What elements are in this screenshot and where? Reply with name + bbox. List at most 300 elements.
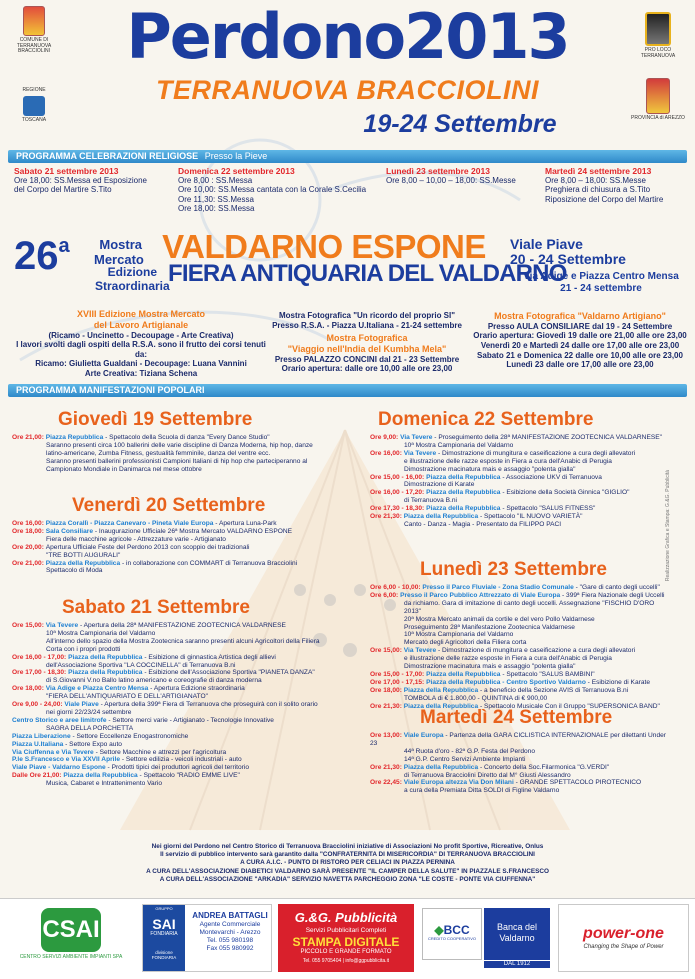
religious-line: Ore 10,00: SS.Messa cantata con la Corale S.Cecilia bbox=[178, 185, 367, 195]
event-time: Ore 16,00 - 17,00: bbox=[12, 653, 69, 661]
event-line bbox=[12, 552, 342, 560]
exhibit-line: Lunedì 23 dalle ore 17,00 alle ore 23,00 bbox=[506, 360, 654, 370]
sai-agent-fax: Fax 055 980992 bbox=[206, 945, 254, 953]
religious-martedi bbox=[545, 166, 690, 204]
event-text: - Apertura della 399ª Fiera di Terranuova che proseguirà con il solito orario bbox=[98, 701, 318, 709]
event-text: Musica, Cabaret e Intrattenimento Vario bbox=[46, 780, 163, 788]
event-line bbox=[370, 787, 666, 795]
expo-mercato: Mercato bbox=[94, 251, 144, 267]
exhibit-title: Mostra Fotografica bbox=[278, 311, 351, 320]
event-line bbox=[12, 458, 342, 466]
event-time: Ore 18,00: bbox=[370, 686, 404, 694]
event-text: - Dimostrazione di mungitura e caseificazione a cura degli allevatori bbox=[436, 647, 636, 655]
events-sabato bbox=[12, 622, 342, 788]
religious-sabato-title: Sabato 21 settembre 2013 bbox=[14, 166, 119, 176]
graphic-credit: Realizzazione Grafica e Stampa: G.&G. Pubblicità bbox=[665, 470, 671, 582]
event-line bbox=[370, 450, 666, 458]
event-text: - Partenza della GARA CICLISTICA INTERNAZIONALE per dilettanti Under 23 bbox=[370, 732, 667, 747]
event-place: Piazza della Repubblica bbox=[426, 473, 501, 481]
event-text: - Associazione UKV di Terranuova bbox=[500, 473, 602, 481]
sai-agent-address: Montevarchi - Arezzo bbox=[199, 929, 261, 937]
event-text: 10ª Mostra Campionaria del Valdarno bbox=[404, 631, 514, 639]
event-text: da richiamo. Gara di imitazione di canto degli uccelli. Assegnazione "FISCHIO D'ORO 2013" bbox=[404, 599, 655, 615]
sai-agent-tel: Tel. 055 980198 bbox=[206, 937, 254, 945]
event-place: Via Tevere bbox=[45, 622, 79, 629]
csai-subtitle: CENTRO SERVIZI AMBIENTE IMPIANTI SPA bbox=[19, 954, 123, 960]
event-dates: 19-24 Settembre bbox=[363, 110, 557, 138]
religious-line: Ore 18,00: SS.Messa ed Esposizione bbox=[14, 176, 147, 186]
event-time: Ore 15,00 - 16,00: bbox=[370, 473, 427, 481]
fiera-antiquaria-title: FIERA ANTIQUARIA DEL VALDARNO bbox=[168, 260, 567, 287]
exhibit-title: XVIII Edizione Mostra Mercato bbox=[76, 309, 206, 319]
events-domenica bbox=[370, 434, 666, 529]
event-text: SAGRA DELLA PORCHETTA bbox=[46, 724, 134, 732]
event-text: Mercato degli Agricoltori della Filiera corta bbox=[404, 639, 527, 647]
event-text: Fiera delle macchine agricole - Attrezzature varie - Artigianato bbox=[46, 535, 226, 543]
event-time: Ore 15,00: bbox=[12, 622, 46, 629]
event-line bbox=[370, 772, 666, 780]
event-line bbox=[370, 592, 666, 600]
event-line bbox=[370, 655, 666, 663]
event-line bbox=[12, 725, 342, 733]
event-text: All'interno dello spazio della Mostra Zootecnica saranno presenti alcuni Agricoltori della Filiera bbox=[46, 637, 320, 645]
event-line bbox=[370, 639, 666, 647]
regione-toscana-logo bbox=[8, 88, 60, 123]
expo-straordinaria: Straordinaria bbox=[95, 278, 170, 293]
event-line bbox=[12, 630, 342, 638]
event-place: Viale Piave - Valdarno Espone bbox=[12, 764, 106, 772]
event-line bbox=[12, 434, 342, 442]
banca-valdarno-box bbox=[484, 908, 550, 960]
power-one-slogan: Changing the Shape of Power bbox=[583, 943, 664, 950]
event-text: - Apertura della 28ª MANIFESTAZIONE ZOOTECNICA VALDARNESE bbox=[78, 622, 286, 629]
event-line bbox=[12, 622, 342, 630]
event-time: Ore 17,30 - 18,30: bbox=[370, 505, 427, 513]
event-place: Presso il Parco Fluviale - Zona Stadio Comunale bbox=[422, 584, 574, 591]
event-place: Piazza Corallì - Piazza Canevaro - Pineta Viale Europa bbox=[45, 520, 214, 527]
exhibit-line: I lavori svolti dagli ospiti della R.S.A. sono il frutto dei corsi tenuti da: bbox=[16, 340, 266, 359]
event-line bbox=[370, 687, 666, 695]
event-text: - Settore Macchine e attrezzi per l'agricoltura bbox=[93, 748, 227, 756]
event-line bbox=[370, 663, 666, 671]
religious-domenica-title: Domenica 22 settembre 2013 bbox=[178, 166, 295, 176]
event-line bbox=[370, 497, 666, 505]
event-time: Ore 16,00: bbox=[370, 449, 404, 457]
footer-line: A CURA DELL'ASSOCIAZIONE "ARKADIA" SERVIZIO NAVETTA PARCHEGGIO ZONA "LE COSTE - PONTE VIA CIUFFENNA" bbox=[159, 875, 536, 883]
event-text: - Spettacolo della Scuola di danza "Every Dance Studio" bbox=[103, 434, 270, 441]
gg-contact: Tel. 055 9705404 | info@ggpubblicita.it bbox=[302, 958, 390, 965]
religious-line: Ore 8,00 : SS.Messa bbox=[178, 176, 253, 186]
exhibit-line: (Ricamo - Uncinetto - Decoupage - Arte Creativa) bbox=[48, 330, 234, 340]
via-adige-info bbox=[510, 271, 692, 295]
event-text: latino-americane, Zumba Fitness, gestualità femminile, danza del ventre ecc. bbox=[46, 449, 271, 457]
event-line bbox=[12, 450, 342, 458]
event-text: - Spettacolo "SALUS FITNESS" bbox=[500, 505, 596, 513]
event-text: 10ª Mostra Campionaria del Valdarno bbox=[46, 629, 156, 637]
bcc-mark: BCC bbox=[443, 923, 470, 937]
footer-line: Il servizio di pubblico intervento sarà garantito dalla "CONFRATERNITA DI MISERICORDIA" DI TERRANUOVA BRACCIOLINI bbox=[160, 851, 535, 859]
event-line bbox=[370, 779, 666, 787]
event-text: - 399ª Fiera Nazionale degli Uccelli bbox=[560, 591, 665, 599]
event-line bbox=[12, 780, 342, 788]
event-line bbox=[12, 646, 342, 654]
event-line bbox=[370, 466, 666, 474]
exhibit-line: Sabato 21 e Domenica 22 dalle ore 10,00 alle ore 23,00 bbox=[477, 350, 683, 360]
event-line bbox=[12, 560, 342, 568]
event-place: Piazza della Repubblica bbox=[403, 763, 479, 771]
expo-edizione-straordinaria bbox=[95, 265, 170, 294]
event-line bbox=[370, 624, 666, 632]
day-title-giovedi: Giovedì 19 Settembre bbox=[58, 409, 253, 430]
religious-line: Ore 11,30: SS.Messa bbox=[178, 194, 254, 204]
event-text: Saranno presenti circa 100 ballerini delle varie discipline di Danza Moderna, hip hop, danze bbox=[46, 441, 313, 449]
event-text: - Spettacolo "IL NUOVO VARIETÀ" bbox=[478, 513, 583, 521]
expo-edizione: Edizione bbox=[107, 265, 157, 279]
event-text: di S.Giovanni V.no Ballo latino americano e coreografie di danza moderna bbox=[46, 677, 262, 685]
toscana-label: TOSCANA bbox=[21, 116, 47, 123]
via-adige-dates: 21 - 24 settembre bbox=[560, 283, 642, 294]
event-text: - Spettacolo "SALUS BAMBINI" bbox=[500, 670, 595, 678]
event-text: 20ª Mostra Mercato animali da cortile e del vero Pollo Valdarnese bbox=[404, 615, 595, 623]
event-text: - Dimostrazione di mungitura e caseificazione a cura degli allevatori bbox=[436, 449, 636, 457]
event-text: a cura della Premiata Ditta SOLDI di Figline Valdarno bbox=[404, 787, 560, 795]
exhibit-india-kumbha bbox=[262, 333, 472, 374]
sponsor-gg-pubblicita bbox=[278, 904, 414, 972]
event-text: - Settore Eccellenze Enogastronomiche bbox=[70, 732, 189, 740]
event-time: Ore 20,00: bbox=[12, 543, 46, 551]
bcc-mark-sub: CREDITO COOPERATIVO bbox=[427, 936, 477, 942]
event-time: Ore 9,00: bbox=[370, 434, 401, 441]
event-text: - in collaborazione con COMMART di Terranuova Bracciolini bbox=[120, 559, 298, 567]
event-text: 10ª Mostra Campionaria del Valdarno bbox=[404, 441, 514, 449]
religious-lunedi bbox=[386, 166, 536, 185]
event-line bbox=[370, 481, 666, 489]
event-line bbox=[12, 677, 342, 685]
religious-line: del Corpo del Martire S.Tito bbox=[14, 185, 112, 195]
csai-logo: CSAI bbox=[41, 908, 101, 952]
religious-heading-place: Presso la Pieve bbox=[204, 151, 268, 161]
valdarno-espone-title: VALDARNO ESPONE bbox=[162, 228, 486, 265]
event-text: Saranno presenti ballerini professionisti Campioni Italiani di hip hop che parteciperanno al bbox=[46, 457, 308, 465]
title-word: Perdono bbox=[126, 0, 405, 73]
day-title-domenica: Domenica 22 Settembre bbox=[378, 409, 594, 430]
event-place: Piazza Repubblica bbox=[45, 434, 104, 441]
event-text: dell'Associazione Sportiva "LA COCCINELLA" di Terranuova B.ni bbox=[46, 661, 236, 669]
sai-division: divisione FONDIARIA bbox=[151, 950, 177, 961]
event-text: - Concerto della Soc.Filarmonica "G.VERDI" bbox=[478, 763, 610, 771]
religious-line: Preghiera di chiusura a S.Tito bbox=[545, 185, 651, 195]
exhibit-title: Mostra Fotografica bbox=[326, 333, 408, 343]
event-line bbox=[370, 474, 666, 482]
religious-domenica bbox=[178, 166, 383, 214]
banca-line: Banca del bbox=[496, 922, 538, 932]
footer-line: A CURA DELL'ASSOCIAZIONE DIABETICI VALDARNO SARÀ PRESENTE "IL CAMPER DELLA SALUTE" IN PIAZZALE S.FRANCESCO bbox=[146, 867, 549, 875]
event-time: Ore 15,00 - 17,00: bbox=[370, 670, 427, 678]
event-place: Piazza della Repubblica bbox=[45, 559, 121, 567]
sai-group: GRUPPO bbox=[155, 906, 173, 911]
expo-mostra: Mostra bbox=[99, 237, 142, 252]
pro-loco-label: PRO LOCO TERRANUOVA bbox=[640, 47, 676, 59]
event-text: "TRE BOTTI AUGURALI" bbox=[46, 551, 121, 559]
event-line bbox=[370, 434, 666, 442]
event-place: Piazza della Repubblica bbox=[426, 489, 501, 497]
religious-line: Ore 18,00: SS.Messa bbox=[178, 204, 255, 214]
event-time: Ore 22,45: bbox=[370, 779, 404, 787]
provincia-label: PROVINCIA di AREZZO bbox=[631, 115, 685, 121]
expo-mostra-mercato bbox=[94, 238, 142, 268]
event-text: - Settore edilizia - veicoli industriali - auto bbox=[120, 756, 242, 764]
event-place: Piazza della Repubblica bbox=[403, 513, 479, 521]
event-line bbox=[370, 671, 666, 679]
exhibit-line: Presso AULA CONSILIARE dal 19 - 24 Settembre bbox=[487, 321, 673, 331]
sponsor-sai-fondiaria bbox=[142, 904, 272, 972]
event-text: Canto - Danza - Magia - Presentato da FILIPPO PACI bbox=[404, 520, 562, 528]
event-line bbox=[370, 756, 666, 764]
event-place: Centro Storico e aree limitrofe bbox=[12, 716, 107, 724]
event-text: e illustrazione delle razze esposte in Fiera a cura dell'Anabic di Perugia bbox=[404, 457, 612, 465]
event-text: Proseguimento 28ª Manifestazione Zootecnica Valdarnese bbox=[404, 623, 575, 631]
sponsor-banca-valdarno bbox=[420, 904, 552, 972]
gg-line: PICCOLO E GRANDE FORMATO bbox=[300, 949, 392, 956]
event-text: TOMBOLA di € 1.800,00 - QUINTINA di € 900,00 bbox=[404, 694, 548, 702]
event-time: Ore 21,00: bbox=[12, 434, 46, 441]
event-time: Ore 21,30: bbox=[370, 513, 404, 521]
exhibit-quote: "Un ricordo del proprio SI" bbox=[353, 311, 456, 320]
event-place: P.le S.Francesco e Via XXVII Aprile bbox=[12, 756, 120, 764]
regione-label: REGIONE bbox=[22, 87, 46, 93]
exhibit-valdarno-artigiano bbox=[470, 311, 690, 370]
exhibit-ricordo-si bbox=[262, 311, 472, 330]
religious-sabato bbox=[14, 166, 174, 195]
event-text: - Apertura Luna-Park bbox=[213, 520, 277, 527]
event-line bbox=[12, 685, 342, 693]
event-place: Piazza della Repubblica bbox=[63, 772, 138, 780]
event-line bbox=[370, 505, 666, 513]
event-text: - Proseguimento della 28ª MANIFESTAZIONE ZOOTECNICA VALDARNESE" bbox=[432, 434, 662, 441]
event-place: Viale Piave bbox=[64, 701, 99, 709]
footer-line: Nei giorni del Perdono nel Centro Storico di Terranuova Bracciolini iniziative di Associazioni No profit Sportive, Ricreative, Onlus bbox=[151, 843, 544, 850]
viale-piave-info bbox=[510, 237, 626, 268]
events-martedi bbox=[370, 732, 666, 795]
exhibit-line: Orario apertura: dalle ore 10,00 alle ore 23,00 bbox=[281, 364, 453, 374]
event-line bbox=[370, 695, 666, 703]
event-line bbox=[12, 536, 342, 544]
event-text: - Spettacolo "RADIO EMME LIVE" bbox=[137, 772, 240, 780]
exhibit-title: Mostra Fotografica "Valdarno Artigiano" bbox=[494, 311, 666, 321]
event-line bbox=[12, 528, 342, 536]
exhibit-line: Venerdì 20 e Martedì 24 dalle ore 17,00 alle ore 23,00 bbox=[480, 340, 680, 350]
event-place: Piazza U.Italiana bbox=[12, 740, 64, 748]
event-time: Ore 17,00 - 17,15: bbox=[370, 678, 427, 686]
event-line bbox=[370, 764, 666, 772]
event-text: Dimostrazione macinatura mais e assaggio "polenta gialla" bbox=[404, 465, 576, 473]
event-text: - Settore merci varie - Artigianato - Tecnologie Innovative bbox=[106, 716, 274, 724]
event-place: Piazza della Repubblica bbox=[403, 702, 479, 710]
event-place: Piazza della Repubblica bbox=[68, 653, 143, 661]
exhibit-title: del Lavoro Artigianale bbox=[93, 319, 189, 330]
event-line bbox=[12, 717, 342, 725]
event-line bbox=[12, 520, 342, 528]
event-line bbox=[12, 654, 342, 662]
event-line bbox=[370, 679, 666, 687]
event-time: Ore 16,00: bbox=[12, 520, 46, 527]
event-place: Piazza della Repubblica - Centro Sportivo Valdarno bbox=[426, 678, 586, 686]
event-text: Spettacolo di Moda bbox=[46, 567, 103, 575]
sai-agent-role: Agente Commerciale bbox=[199, 921, 261, 928]
event-text: - Esibizione della Società Ginnica "GIGLIO" bbox=[500, 489, 630, 497]
event-line bbox=[12, 709, 342, 717]
event-text: 14ª G.P. Centro Servizi Ambiente Impianti bbox=[404, 755, 526, 763]
event-place: Via Tevere bbox=[403, 647, 437, 655]
event-line bbox=[370, 442, 666, 450]
religious-heading: PROGRAMMA CELEBRAZIONI RELIGIOSE bbox=[16, 151, 199, 161]
event-line bbox=[12, 693, 342, 701]
event-line bbox=[12, 741, 342, 749]
event-line bbox=[12, 701, 342, 709]
event-time: Ore 6,00: bbox=[370, 591, 401, 599]
power-one-logo: power-one bbox=[583, 925, 664, 942]
event-text: Campionato Mondiale in Danimarca nel mese ottobre bbox=[46, 465, 202, 473]
day-title-martedi: Martedì 24 Settembre bbox=[420, 707, 613, 728]
event-place: Via Ciuffenna e Via Tevere bbox=[12, 748, 94, 756]
provincia-crest bbox=[628, 78, 688, 122]
gg-line: Servizi Pubblicitari Completi bbox=[305, 927, 387, 935]
event-line bbox=[370, 748, 666, 756]
sponsor-power-one bbox=[558, 904, 689, 972]
event-line bbox=[370, 647, 666, 655]
gg-digital: STAMPA DIGITALE bbox=[292, 934, 400, 949]
footer-notes bbox=[60, 843, 635, 884]
sai-agent-name: ANDREA BATTAGLI bbox=[192, 911, 268, 920]
event-line bbox=[12, 749, 342, 757]
events-lunedi bbox=[370, 584, 666, 711]
bcc-icon: ◆ bbox=[434, 923, 444, 937]
religious-line: Ore 8,00 – 18,00: SS.Messe bbox=[545, 176, 646, 186]
event-time: Ore 18,00: bbox=[12, 685, 46, 693]
event-line bbox=[370, 732, 666, 748]
exhibit-lavoro-artigianale bbox=[10, 309, 272, 379]
event-line bbox=[370, 703, 666, 711]
event-text: - Prodotti tipici dei produttori agricoli del territorio bbox=[105, 764, 249, 772]
event-line bbox=[12, 466, 342, 474]
page-title bbox=[75, 0, 620, 73]
popular-heading-bar bbox=[8, 384, 687, 397]
comune-crest bbox=[8, 6, 60, 55]
event-time: Ore 21,00: bbox=[12, 559, 46, 567]
event-place: Via Tevere bbox=[403, 449, 437, 457]
religious-heading-bar bbox=[8, 150, 687, 163]
event-place: Piazza della Repubblica bbox=[403, 686, 479, 694]
event-text: di Terranuova Bracciolini Diretto dal M° Giusti Alessandro bbox=[404, 771, 571, 779]
event-line bbox=[370, 458, 666, 466]
title-year: 2013 bbox=[404, 0, 569, 73]
event-place: Sala Consiliare bbox=[45, 527, 94, 535]
exhibit-line: Arte Creativa: Tiziana Schena bbox=[84, 368, 198, 378]
event-text: - Apertura Edizione straordinaria bbox=[148, 685, 245, 693]
event-text: - a beneficio della Sezione AVIS di Terranuova B.ni bbox=[478, 686, 629, 694]
event-text: "FIERA DELL'ANTIQUARIATO E DELL'ARTIGIANATO" bbox=[46, 693, 208, 701]
event-line bbox=[12, 442, 342, 450]
exhibit-line: Presso PALAZZO CONCINI dal 21 - 23 Settembre bbox=[274, 354, 460, 364]
religious-lunedi-title: Lunedì 23 settembre 2013 bbox=[386, 166, 490, 176]
expo-ordinal: a bbox=[58, 235, 70, 257]
event-line bbox=[370, 513, 666, 521]
expo-number: 26 bbox=[14, 234, 59, 278]
day-title-sabato: Sabato 21 Settembre bbox=[62, 597, 250, 618]
event-time: Ore 18,00: bbox=[12, 527, 46, 535]
religious-line: Ore 8,00 – 10,00 – 18,00: SS.Messe bbox=[386, 176, 516, 186]
event-time: Ore 21,30: bbox=[370, 763, 404, 771]
event-text: e illustrazione delle razze esposte in Fiera a cura dell'Anabic di Perugia bbox=[404, 655, 612, 663]
event-line bbox=[12, 567, 342, 575]
event-text: di Terranuova B.ni bbox=[404, 497, 458, 505]
gg-logo: G.&G. Pubblicità bbox=[294, 910, 398, 925]
event-place: Viale Europa altezza Via Don Milani bbox=[403, 779, 514, 787]
event-line bbox=[12, 662, 342, 670]
event-time: Ore 21,30: bbox=[370, 702, 404, 710]
event-line bbox=[370, 600, 666, 616]
pro-loco-logo bbox=[628, 12, 688, 59]
sai-mark-sub: FONDIARIA bbox=[150, 931, 178, 938]
day-title-lunedi: Lunedì 23 Settembre bbox=[420, 559, 607, 580]
event-line bbox=[12, 764, 342, 772]
event-time: Ore 9,00 - 24,00: bbox=[12, 701, 65, 709]
event-time: Ore 6,00 - 10,00: bbox=[370, 584, 423, 591]
page-subtitle: TERRANUOVA BRACCIOLINI bbox=[156, 75, 539, 105]
event-text: - "Gare di canto degli uccelli" bbox=[573, 584, 660, 591]
banca-line: Valdarno bbox=[499, 932, 535, 943]
bcc-logo bbox=[422, 908, 482, 960]
event-line bbox=[12, 756, 342, 764]
viale-piave-label: Viale Piave bbox=[510, 236, 583, 252]
event-place: Piazza della Repubblica bbox=[426, 670, 501, 678]
event-text: - Settore Expo auto bbox=[63, 740, 122, 748]
events-giovedi bbox=[12, 434, 342, 474]
comune-crest-label: COMUNE DI TERRANUOVA BRACCIOLINI bbox=[16, 37, 52, 54]
event-line bbox=[370, 521, 666, 529]
event-time: Dalle Ore 21,00: bbox=[12, 772, 64, 780]
event-text: - Spettacolo Musicale Con il Gruppo "SUPERSONICA BAND" bbox=[478, 702, 660, 710]
event-time: Ore 17,00 - 18,30: bbox=[12, 669, 69, 677]
event-text: - GRANDE SPETTACOLO PIROTECNICO bbox=[513, 779, 642, 787]
via-adige-label: Via Adige e Piazza Centro Mensa bbox=[523, 271, 679, 282]
event-text: Dimostrazione di Karate bbox=[404, 481, 475, 489]
religious-martedi-title: Martedì 24 settembre 2013 bbox=[545, 166, 652, 176]
sai-mark: SAI bbox=[152, 915, 176, 932]
event-place: Presso il Parco Pubblico Attrezzato di Viale Europa bbox=[400, 591, 561, 599]
event-line bbox=[12, 733, 342, 741]
event-text: - Inaugurazione Ufficiale 26ª Mostra Mercato VALDARNO ESPONE bbox=[93, 527, 293, 535]
event-place: Piazza Liberazione bbox=[12, 732, 71, 740]
expo-edition-number bbox=[14, 236, 70, 276]
banca-year: DAL 1912 bbox=[484, 961, 550, 968]
event-line bbox=[370, 631, 666, 639]
event-line bbox=[370, 616, 666, 624]
exhibit-line: Ricamo: Giulietta Gualdani - Decoupage: Luana Vannini bbox=[35, 359, 247, 369]
event-line bbox=[12, 669, 342, 677]
event-text: Apertura Ufficiale Feste del Perdono 2013 con scoppio dei tradizionali bbox=[45, 543, 250, 551]
exhibit-line: Orario apertura: Giovedì 19 dalle ore 21,00 alle ore 23,00 bbox=[473, 331, 687, 341]
event-text: 44ª Ruota d'oro - 82ª G.P. Festa del Perdono bbox=[404, 747, 536, 755]
event-place: Via Adige e Piazza Centro Mensa bbox=[45, 685, 149, 693]
event-text: - Esibizione di ginnastica Artistica degli allievi bbox=[142, 653, 276, 661]
event-time: Ore 15,00: bbox=[370, 647, 404, 655]
event-time: Ore 13,00: bbox=[370, 732, 404, 739]
event-text: Dimostrazione macinatura mais e assaggio "polenta gialla" bbox=[404, 663, 576, 671]
day-title-venerdi: Venerdì 20 Settembre bbox=[72, 495, 266, 516]
event-text: - Esibizione dell'Associazione Sportiva "PIANETA DANZA" bbox=[142, 669, 315, 677]
event-text: Corta con i propri prodotti bbox=[46, 645, 121, 653]
